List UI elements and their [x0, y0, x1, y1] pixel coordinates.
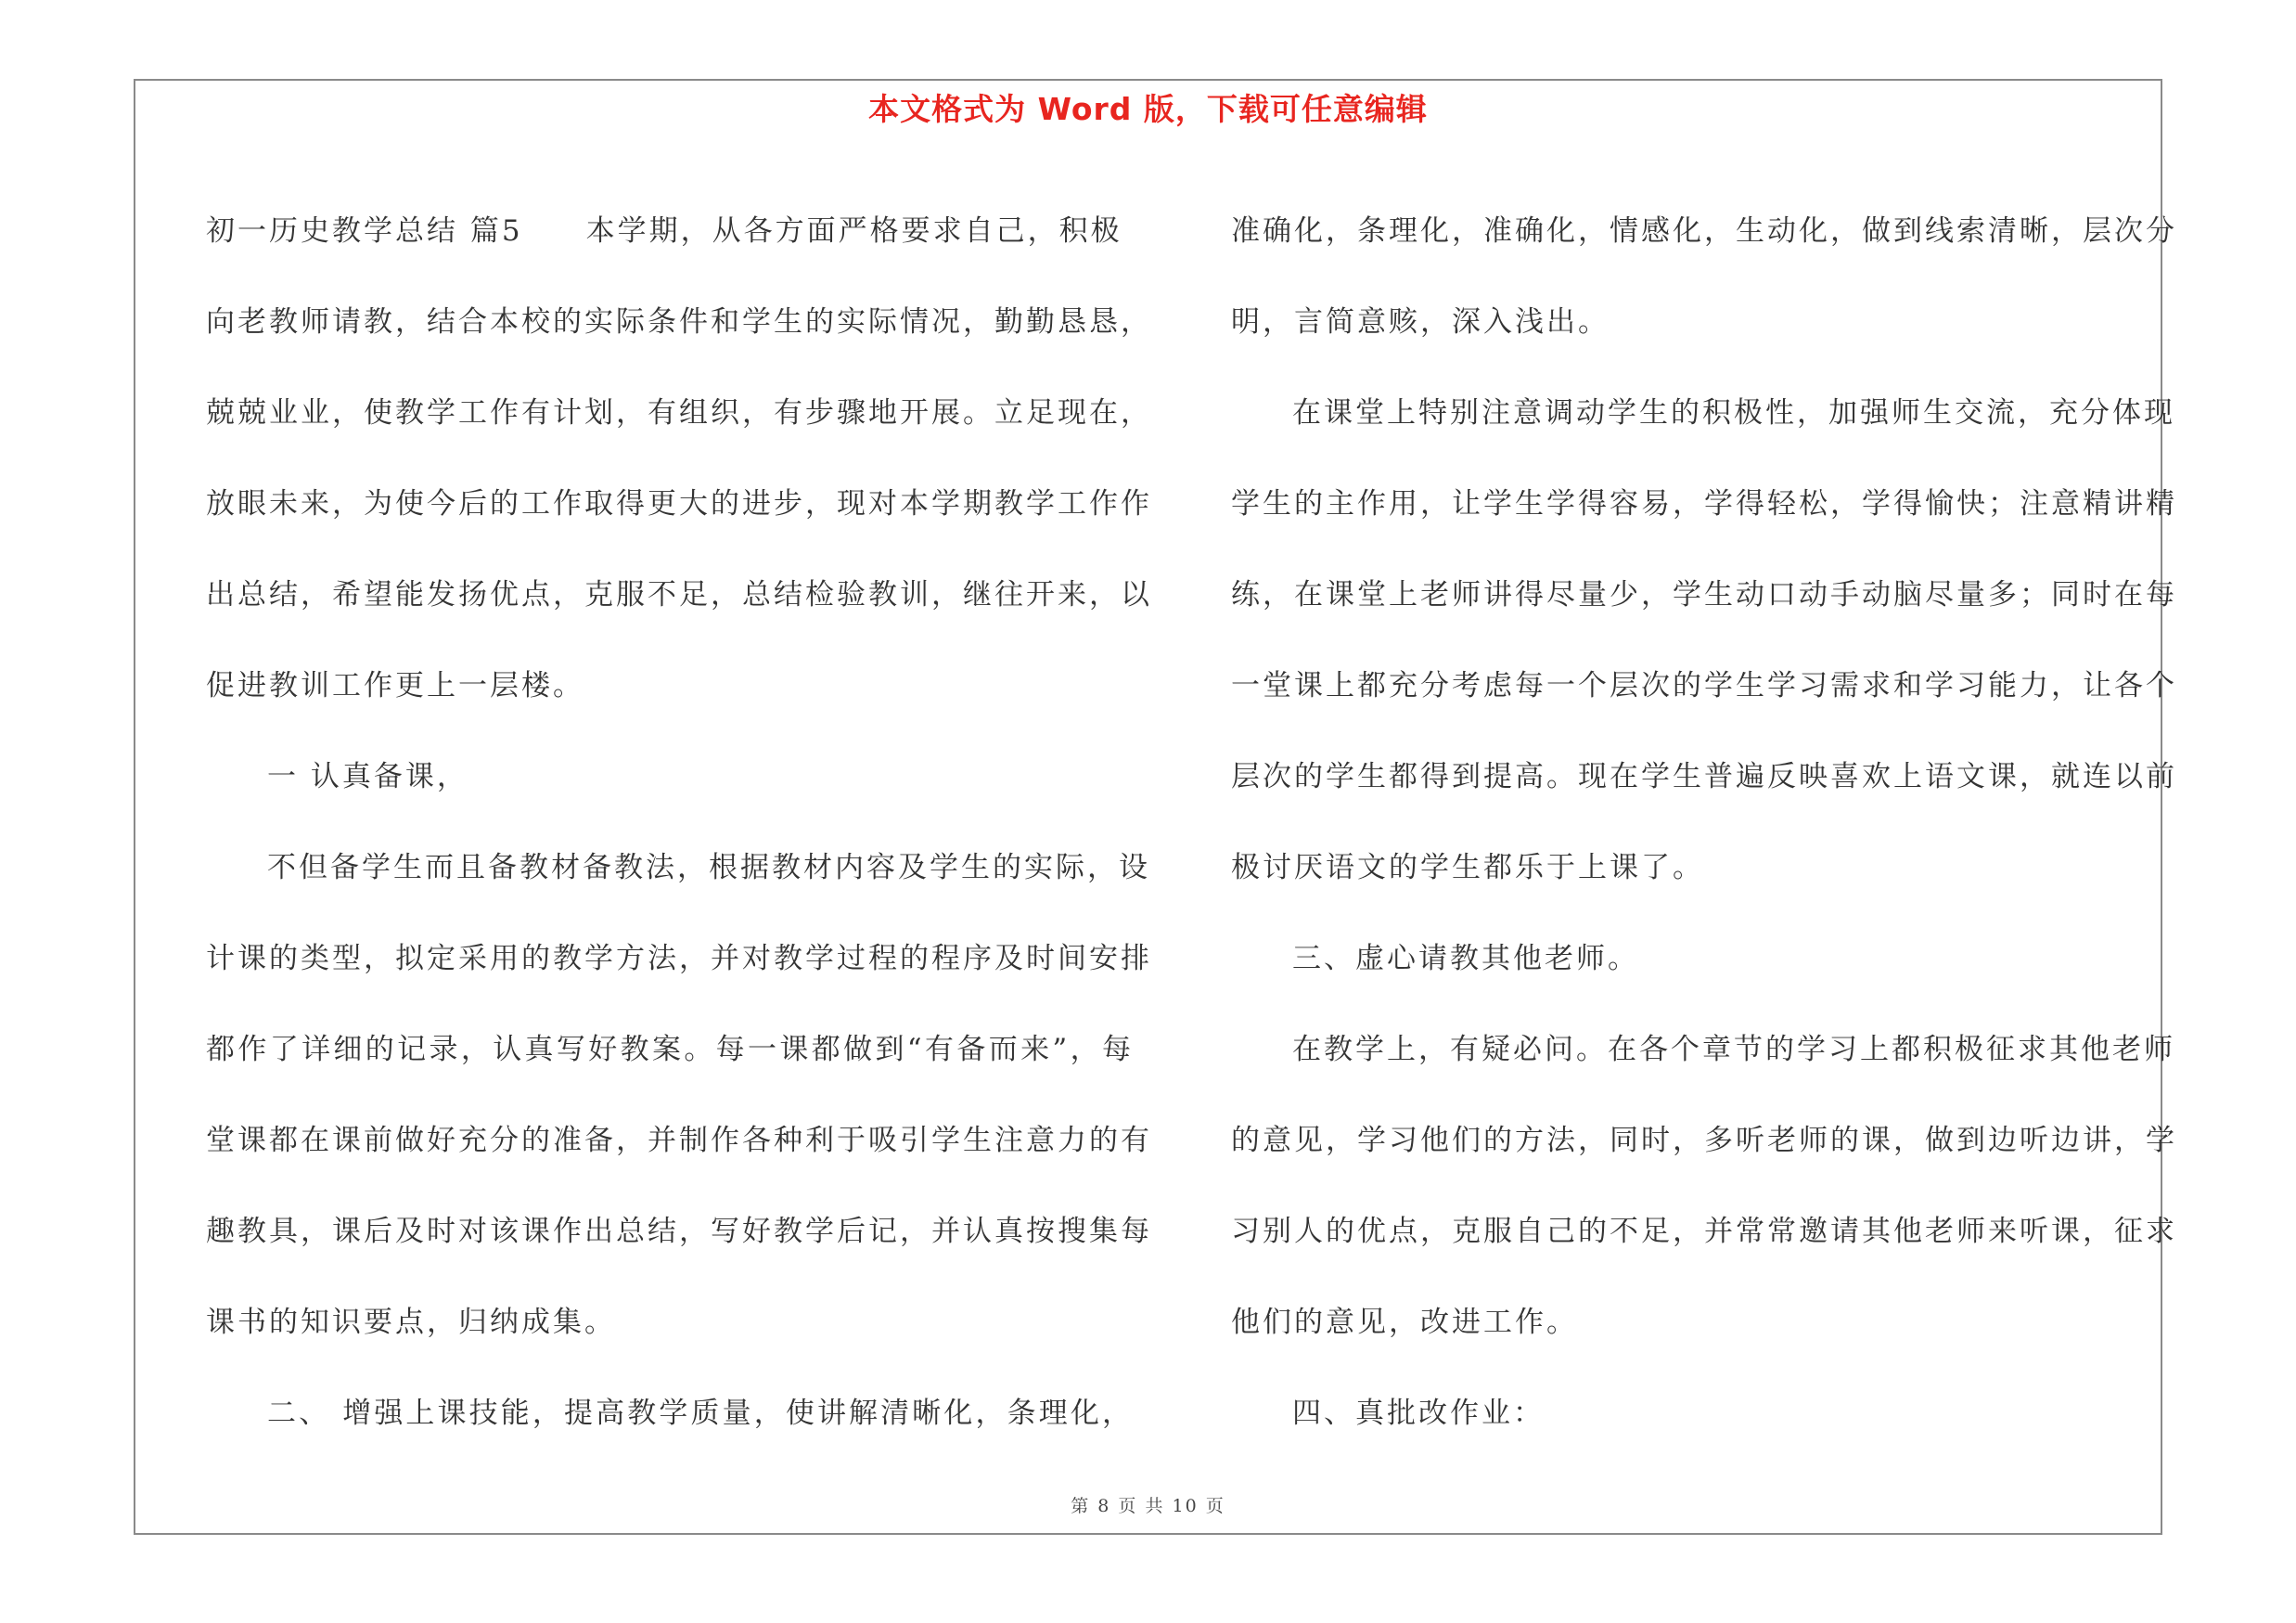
- text-line: 一 认真备课，: [267, 760, 468, 793]
- text-line: 放眼未来，为使今后的工作取得更大的进步，现对本学期教学工作作: [206, 487, 1152, 521]
- text-line: 在教学上，有疑必问。在各个章节的学习上都积极征求其他老师: [1292, 1033, 2175, 1066]
- text-line: 一堂课上都充分考虑每一个层次的学生学习需求和学习能力，让各个: [1231, 669, 2177, 702]
- text-line: 兢兢业业，使教学工作有计划，有组织，有步骤地开展。立足现在，: [206, 396, 1152, 430]
- text-line: 准确化，条理化，准确化，情感化，生动化，做到线索清晰，层次分: [1231, 214, 2177, 248]
- text-line: 促进教训工作更上一层楼。: [206, 669, 584, 702]
- text-line: 二、 增强上课技能，提高教学质量，使讲解清晰化，条理化，: [267, 1397, 1134, 1430]
- left-column: [206, 186, 1152, 1459]
- text-line: 初一历史教学总结 篇5 本学期，从各方面严格要求自己，积极: [206, 214, 1122, 248]
- text-line: 四、真批改作业：: [1292, 1397, 1545, 1430]
- text-line: 课书的知识要点，归纳成集。: [206, 1306, 616, 1339]
- text-line: 出总结，希望能发扬优点，克服不足，总结检验教训，继往开来，以: [206, 578, 1152, 612]
- text-line: 向老教师请教，结合本校的实际条件和学生的实际情况，勤勤恳恳，: [206, 305, 1152, 339]
- text-line: 练，在课堂上老师讲得尽量少，学生动口动手动脑尽量多；同时在每: [1231, 578, 2177, 612]
- right-column: [1231, 186, 2177, 1459]
- format-banner: 本文格式为 Word 版，下载可任意编辑: [868, 91, 1428, 127]
- text-line: 习别人的优点，克服自己的不足，并常常邀请其他老师来听课，征求: [1231, 1215, 2177, 1248]
- text-line: 他们的意见，改进工作。: [1231, 1306, 1578, 1339]
- text-line: 明，言简意赅，深入浅出。: [1231, 305, 1610, 339]
- text-line: 堂课都在课前做好充分的准备，并制作各种利于吸引学生注意力的有: [206, 1124, 1152, 1157]
- text-line: 的意见，学习他们的方法，同时，多听老师的课，做到边听边讲，学: [1231, 1124, 2177, 1157]
- text-line: 趣教具，课后及时对该课作出总结，写好教学后记，并认真按搜集每: [206, 1215, 1152, 1248]
- text-line: 在课堂上特别注意调动学生的积极性，加强师生交流，充分体现: [1292, 396, 2175, 430]
- text-line: 计课的类型，拟定采用的教学方法，并对教学过程的程序及时间安排: [206, 942, 1152, 975]
- text-line: 都作了详细的记录，认真写好教案。每一课都做到“有备而来”，每: [206, 1033, 1134, 1066]
- text-line: 不但备学生而且备教材备教法，根据教材内容及学生的实际，设: [267, 851, 1150, 884]
- text-line: 极讨厌语文的学生都乐于上课了。: [1231, 851, 1704, 884]
- page-number-footer: 第 8 页 共 10 页: [1071, 1496, 1225, 1516]
- text-line: 学生的主作用，让学生学得容易，学得轻松，学得愉快；注意精讲精: [1231, 487, 2177, 521]
- text-line: 层次的学生都得到提高。现在学生普遍反映喜欢上语文课，就连以前: [1231, 760, 2177, 793]
- text-line: 三、虚心请教其他老师。: [1292, 942, 1639, 975]
